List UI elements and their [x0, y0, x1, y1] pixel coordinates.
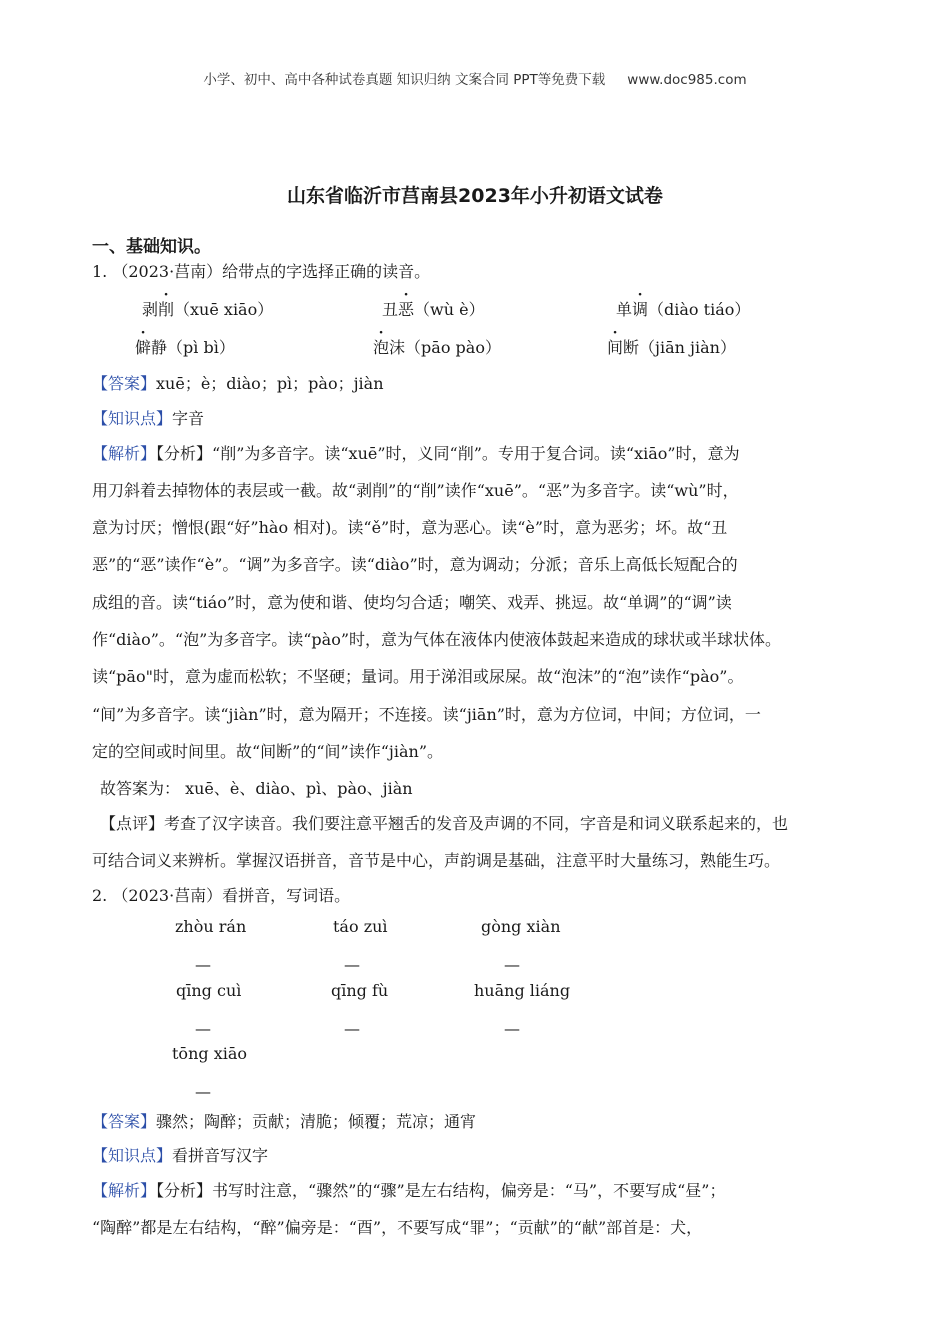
q2-pinyin: táo zuì [333, 917, 388, 936]
answer-blank[interactable]: — [195, 955, 211, 974]
q2-pinyin: huāng liáng [474, 981, 571, 1000]
section-heading: 一、基础知识。 [92, 237, 211, 257]
q1-analysis-line: 【解析】【分析】“削”为多音字。读“xuē”时，义同“削”。专用于复合词。读“xiāo”时，意为 [92, 444, 740, 463]
q1-analysis-line: “间”为多音字。读“jiàn”时，意为隔开；不连接。读“jiān”时，意为方位词，中间；方位词，一 [92, 705, 761, 724]
q2-pinyin: qīng fù [331, 981, 389, 1000]
q1-answer: 【答案】xuē；è；diào；pì；pào；jiàn [92, 374, 384, 393]
header-text: 小学、初中、高中各种试卷真题 知识归纳 文案合同 PPT等免费下载 [203, 72, 606, 88]
q2-analysis-line: 【解析】【分析】书写时注意，“骤然”的“骤”是左右结构，偏旁是：“马”，不要写成“昼”； [92, 1181, 726, 1200]
q1-analysis-line: 意为讨厌；憎恨(跟“好”hào 相对)。读“ě”时，意为恶心。读“è”时，意为恶劣；坏。故“丑 [92, 518, 728, 537]
answer-blank[interactable]: — [504, 1019, 520, 1038]
page-header [0, 68, 950, 88]
q2-stem: 2. （2023·莒南）看拼音，写词语。 [92, 886, 351, 905]
q2-pinyin: tōng xiāo [172, 1044, 248, 1063]
emphasis-dot-char: 削 [158, 300, 175, 319]
answer-blank[interactable]: — [344, 1019, 360, 1038]
q1-analysis-line: 定的空间或时间里。故“间断”的“间”读作“jiàn”。 [92, 742, 444, 761]
q1-analysis-line: 作“diào”。“泡”为多音字。读“pào”时，意为气体在液体内使液体鼓起来造成的球状或半球状体。 [92, 630, 782, 649]
q2-analysis-line: “陶醉”都是左右结构，“醉”偏旁是：“酉”，不要写成“罪”；“贡献”的“献”部首是：犬， [92, 1218, 703, 1237]
page-title: 山东省临沂市莒南县2023年小升初语文试卷 [287, 185, 663, 207]
q1-comment-line: 【点评】考查了汉字读音。我们要注意平翘舌的发音及声调的不同，字音是和词义联系起来的，也 [100, 814, 789, 833]
q1-comment-line: 可结合词义来辨析。掌握汉语拼音，音节是中心，声韵调是基础，注意平时大量练习，熟能生巧。 [92, 851, 781, 870]
emphasis-dot-char: 泡 [373, 338, 390, 357]
q2-pinyin: zhòu rán [175, 917, 247, 936]
answer-blank[interactable]: — [344, 955, 360, 974]
q1-analysis-line: 用刀斜着去掉物体的表层或一截。故“剥削”的“削”读作“xuē”。“恶”为多音字。读“wù”时， [92, 481, 739, 500]
emphasis-dot-char: 恶 [398, 300, 415, 319]
q1-conclusion: 故答案为： xuē、è、diào、pì、pào、jiàn [100, 779, 413, 798]
q2-knowledge-point: 【知识点】看拼音写汉字 [92, 1146, 269, 1165]
answer-blank[interactable]: — [195, 1082, 211, 1101]
emphasis-dot-char: 间 [607, 338, 624, 357]
q2-pinyin: qīng cuì [176, 981, 242, 1000]
answer-blank[interactable]: — [504, 955, 520, 974]
q1-item-2: 丑恶（wù è） [382, 300, 485, 319]
q1-analysis-line: 读“pāo"时，意为虚而松软；不坚硬；量词。用于涕泪或尿屎。故“泡沫”的“泡”读作“pào”。 [92, 667, 744, 686]
header-site[interactable]: www.doc985.com [627, 72, 747, 88]
q2-pinyin: gòng xiàn [481, 917, 561, 936]
q1-analysis-line: 成组的音。读“tiáo”时，意为使和谐、使均匀合适；嘲笑、戏弄、挑逗。故“单调”的“调”读 [92, 593, 732, 612]
q1-item-6: 间断（jiān jiàn） [607, 338, 736, 357]
q1-stem: 1. （2023·莒南）给带点的字选择正确的读音。 [92, 262, 431, 281]
q1-analysis-line: 恶”的“恶”读作“è”。“调”为多音字。读“diào”时，意为调动；分派；音乐上高低长短配合的 [92, 555, 738, 574]
q1-item-3: 单调（diào tiáo） [616, 300, 751, 319]
q2-answer: 【答案】骤然；陶醉；贡献；清脆；倾覆；荒凉；通宵 [92, 1112, 477, 1131]
q1-item-4: 僻静（pì bì） [135, 338, 235, 357]
q1-item-1: 剥削（xuē xiāo） [142, 300, 274, 319]
q1-item-5: 泡沫（pāo pào） [373, 338, 501, 357]
q1-knowledge-point: 【知识点】字音 [92, 409, 205, 428]
emphasis-dot-char: 僻 [135, 338, 152, 357]
emphasis-dot-char: 调 [632, 300, 649, 319]
answer-blank[interactable]: — [195, 1019, 211, 1038]
